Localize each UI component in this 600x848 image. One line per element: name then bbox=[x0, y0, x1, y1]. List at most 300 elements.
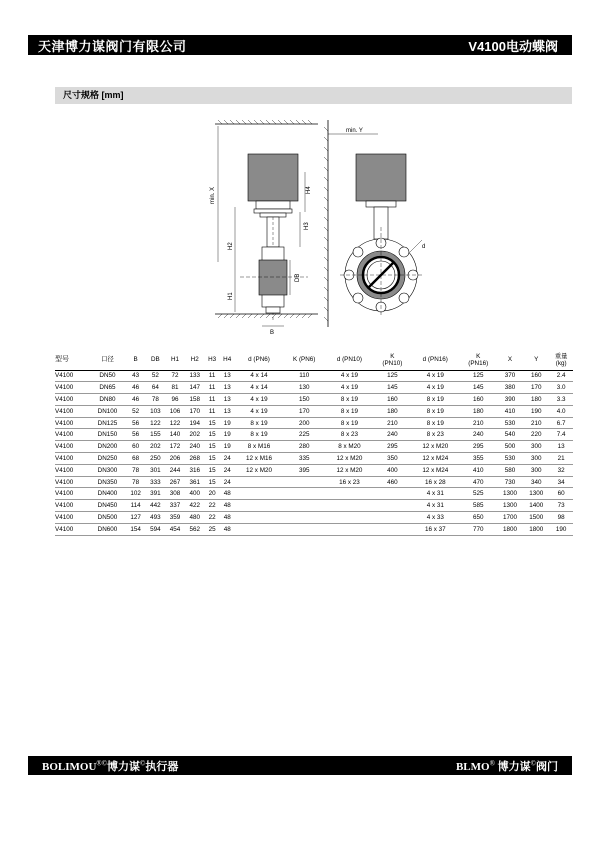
table-body bbox=[55, 370, 573, 535]
table-cell: 19 bbox=[220, 429, 235, 441]
label-h1: H1 bbox=[228, 292, 234, 300]
table-cell: 580 bbox=[497, 464, 523, 476]
table-cell: 4.0 bbox=[549, 405, 573, 417]
table-cell: 442 bbox=[146, 500, 166, 512]
label-b: B bbox=[270, 330, 275, 336]
table-cell: 11 bbox=[205, 394, 220, 406]
column-header: H4 bbox=[223, 356, 232, 364]
table-cell: 34 bbox=[549, 476, 573, 488]
table-cell: 202 bbox=[185, 429, 205, 441]
table-cell: 1300 bbox=[497, 500, 523, 512]
table-cell: 770 bbox=[460, 523, 497, 535]
table-cell: V4100 bbox=[55, 464, 89, 476]
table-cell: 147 bbox=[185, 382, 205, 394]
table-cell: 280 bbox=[283, 441, 325, 453]
table-cell: 8 x 19 bbox=[235, 417, 284, 429]
table-cell: 52 bbox=[146, 370, 166, 382]
table-cell: 114 bbox=[126, 500, 146, 512]
table-cell: 25 bbox=[205, 523, 220, 535]
column-header: K (PN10) bbox=[382, 352, 403, 367]
table-row bbox=[55, 476, 573, 488]
table-cell: 12 x M24 bbox=[411, 453, 460, 465]
table-cell: 145 bbox=[374, 382, 411, 394]
table-cell: 102 bbox=[126, 488, 146, 500]
footer-left bbox=[42, 758, 178, 774]
table-cell: 21 bbox=[549, 453, 573, 465]
table-cell: 4 x 14 bbox=[235, 370, 284, 382]
table-cell: 22 bbox=[205, 512, 220, 524]
table-cell: 13 bbox=[220, 370, 235, 382]
table-cell: 370 bbox=[497, 370, 523, 382]
table-cell: 24 bbox=[220, 476, 235, 488]
table-cell: 11 bbox=[205, 405, 220, 417]
table-cell: 122 bbox=[165, 417, 185, 429]
table-cell: 48 bbox=[220, 512, 235, 524]
table-cell bbox=[235, 512, 284, 524]
table-cell: 7.4 bbox=[549, 429, 573, 441]
table-cell: 12 x M24 bbox=[411, 464, 460, 476]
table-cell: 1800 bbox=[497, 523, 523, 535]
table-cell: 24 bbox=[220, 453, 235, 465]
table-cell bbox=[374, 523, 411, 535]
table-row bbox=[55, 370, 573, 382]
table-cell: DN300 bbox=[89, 464, 126, 476]
table-cell: 48 bbox=[220, 500, 235, 512]
table-cell: 73 bbox=[549, 500, 573, 512]
table-cell: 170 bbox=[523, 382, 549, 394]
company-name: 天津博力谋阀门有限公司 bbox=[38, 38, 187, 54]
table-cell: 46 bbox=[126, 382, 146, 394]
table-cell: 78 bbox=[126, 464, 146, 476]
column-header: H1 bbox=[171, 356, 180, 364]
table-cell: 380 bbox=[497, 382, 523, 394]
table-cell: 4 x 19 bbox=[325, 370, 374, 382]
table-cell bbox=[283, 523, 325, 535]
table-cell: 308 bbox=[165, 488, 185, 500]
table-cell: 267 bbox=[165, 476, 185, 488]
table-cell: 562 bbox=[185, 523, 205, 535]
table-cell: 60 bbox=[549, 488, 573, 500]
table-cell: 4 x 14 bbox=[235, 382, 284, 394]
table-cell: 355 bbox=[460, 453, 497, 465]
column-header: d (PN16) bbox=[422, 356, 448, 364]
table-cell: 4 x 19 bbox=[325, 382, 374, 394]
table-cell: 391 bbox=[146, 488, 166, 500]
table-cell: DN65 bbox=[89, 382, 126, 394]
table-cell: 22 bbox=[205, 500, 220, 512]
table-cell bbox=[325, 488, 374, 500]
label-h2: H2 bbox=[228, 242, 234, 250]
table-cell: DN250 bbox=[89, 453, 126, 465]
table-cell: 8 x 19 bbox=[235, 429, 284, 441]
table-cell: 1700 bbox=[497, 512, 523, 524]
table-cell: 206 bbox=[165, 453, 185, 465]
table-cell: 359 bbox=[165, 512, 185, 524]
table-cell: DN80 bbox=[89, 394, 126, 406]
table-row bbox=[55, 464, 573, 476]
table-cell: V4100 bbox=[55, 500, 89, 512]
table-cell: 1400 bbox=[523, 500, 549, 512]
table-cell: 4 x 19 bbox=[411, 382, 460, 394]
table-cell: 480 bbox=[185, 512, 205, 524]
table-row bbox=[55, 417, 573, 429]
table-cell: 1300 bbox=[497, 488, 523, 500]
table-cell: 15 bbox=[205, 417, 220, 429]
table-row bbox=[55, 405, 573, 417]
table-cell: 110 bbox=[283, 370, 325, 382]
product-title: V4100电动蝶阀 bbox=[468, 38, 558, 54]
table-cell: 32 bbox=[549, 464, 573, 476]
table-cell: 12 x M20 bbox=[325, 464, 374, 476]
footer-right-name: 博力谋 bbox=[497, 760, 531, 773]
column-header: 重量 (kg) bbox=[554, 352, 568, 367]
table-cell: DN600 bbox=[89, 523, 126, 535]
table-cell: 125 bbox=[460, 370, 497, 382]
table-cell: 361 bbox=[185, 476, 205, 488]
table-cell: DN50 bbox=[89, 370, 126, 382]
table-cell: 8 x M20 bbox=[325, 441, 374, 453]
table-cell: 133 bbox=[185, 370, 205, 382]
table-cell: 15 bbox=[205, 453, 220, 465]
table-cell: 1300 bbox=[523, 488, 549, 500]
table-cell: 650 bbox=[460, 512, 497, 524]
table-cell: 56 bbox=[126, 417, 146, 429]
table-cell: 540 bbox=[497, 429, 523, 441]
table-cell: 585 bbox=[460, 500, 497, 512]
table-cell: 11 bbox=[205, 382, 220, 394]
table-cell bbox=[235, 476, 284, 488]
table-cell: DN500 bbox=[89, 512, 126, 524]
column-header: H2 bbox=[190, 356, 199, 364]
table-cell: 180 bbox=[523, 394, 549, 406]
table-cell: 295 bbox=[374, 441, 411, 453]
table-cell: 122 bbox=[146, 417, 166, 429]
table-cell: 240 bbox=[460, 429, 497, 441]
table-cell: V4100 bbox=[55, 453, 89, 465]
table-cell: 4 x 19 bbox=[235, 394, 284, 406]
table-cell: 48 bbox=[220, 523, 235, 535]
table-cell: 454 bbox=[165, 523, 185, 535]
table-cell: 300 bbox=[523, 453, 549, 465]
table-cell: V4100 bbox=[55, 370, 89, 382]
label-min-y: min. Y bbox=[346, 128, 363, 134]
table-cell: 240 bbox=[185, 441, 205, 453]
section-title: 尺寸规格 [mm] bbox=[55, 87, 572, 104]
table-row bbox=[55, 382, 573, 394]
table-cell: 8 x 23 bbox=[325, 429, 374, 441]
column-header: H3 bbox=[208, 356, 217, 364]
footer-right-suffix: 阀门 bbox=[536, 760, 558, 773]
table-cell bbox=[374, 488, 411, 500]
table-cell: 530 bbox=[497, 417, 523, 429]
table-cell: 410 bbox=[497, 405, 523, 417]
footer-left-brand: BOLIMOU bbox=[42, 760, 97, 773]
table-cell: 202 bbox=[146, 441, 166, 453]
table-cell: 594 bbox=[146, 523, 166, 535]
table-row bbox=[55, 488, 573, 500]
dimension-drawing bbox=[200, 112, 440, 342]
table-cell: V4100 bbox=[55, 382, 89, 394]
table-cell: 210 bbox=[460, 417, 497, 429]
table-cell: 4 x 19 bbox=[235, 405, 284, 417]
table-cell bbox=[283, 512, 325, 524]
table-row bbox=[55, 500, 573, 512]
table-cell: 390 bbox=[497, 394, 523, 406]
table-cell: 15 bbox=[205, 441, 220, 453]
table-cell: 20 bbox=[205, 488, 220, 500]
table-cell bbox=[283, 500, 325, 512]
footer-right-mark2: © bbox=[530, 758, 536, 767]
column-header: DB bbox=[150, 356, 160, 364]
table-cell: 8 x 19 bbox=[325, 417, 374, 429]
footer-right-brand: BLMO bbox=[455, 760, 490, 773]
table-cell bbox=[325, 523, 374, 535]
column-header: X bbox=[507, 356, 513, 364]
table-cell: 400 bbox=[374, 464, 411, 476]
table-cell: 16 x 37 bbox=[411, 523, 460, 535]
table-cell: 158 bbox=[185, 394, 205, 406]
table-cell: 145 bbox=[460, 382, 497, 394]
table-cell: 240 bbox=[374, 429, 411, 441]
table-cell: 81 bbox=[165, 382, 185, 394]
table-cell: 43 bbox=[126, 370, 146, 382]
footer-bar bbox=[28, 756, 572, 775]
table-cell: 8 x 23 bbox=[411, 429, 460, 441]
table-cell: 301 bbox=[146, 464, 166, 476]
table-cell: 13 bbox=[220, 382, 235, 394]
footer-left-mark2: © bbox=[140, 758, 146, 767]
table-cell: 160 bbox=[374, 394, 411, 406]
table-cell: DN125 bbox=[89, 417, 126, 429]
table-cell: 194 bbox=[185, 417, 205, 429]
table-cell: V4100 bbox=[55, 523, 89, 535]
table-row bbox=[55, 429, 573, 441]
table-cell: 350 bbox=[374, 453, 411, 465]
table-cell bbox=[325, 500, 374, 512]
table-cell: 154 bbox=[126, 523, 146, 535]
column-header: Y bbox=[534, 356, 539, 364]
table-cell: 337 bbox=[165, 500, 185, 512]
table-cell: 190 bbox=[523, 405, 549, 417]
table-cell: V4100 bbox=[55, 441, 89, 453]
table-cell: 190 bbox=[549, 523, 573, 535]
table-cell: 2.4 bbox=[549, 370, 573, 382]
table-cell: 295 bbox=[460, 441, 497, 453]
table-cell: 13 bbox=[220, 405, 235, 417]
table-cell: 210 bbox=[523, 417, 549, 429]
table-cell: V4100 bbox=[55, 512, 89, 524]
table-cell: 130 bbox=[283, 382, 325, 394]
table-cell: 140 bbox=[165, 429, 185, 441]
table-cell: 16 x 23 bbox=[325, 476, 374, 488]
table-cell bbox=[235, 500, 284, 512]
table-cell: 150 bbox=[283, 394, 325, 406]
table-cell: 300 bbox=[523, 464, 549, 476]
table-cell: 8 x 19 bbox=[325, 405, 374, 417]
footer-left-name: 博力谋 bbox=[107, 760, 141, 773]
table-cell: 340 bbox=[523, 476, 549, 488]
table-cell: 8 x M16 bbox=[235, 441, 284, 453]
table-cell: V4100 bbox=[55, 429, 89, 441]
table-cell: 268 bbox=[185, 453, 205, 465]
table-cell: 12 x M20 bbox=[411, 441, 460, 453]
table-cell: 170 bbox=[283, 405, 325, 417]
table-cell: 13 bbox=[220, 394, 235, 406]
table-row bbox=[55, 441, 573, 453]
column-header: K (PN16) bbox=[468, 352, 489, 367]
table-cell: 3.0 bbox=[549, 382, 573, 394]
table-cell: 64 bbox=[146, 382, 166, 394]
table-cell: DN150 bbox=[89, 429, 126, 441]
column-header: 型号 bbox=[55, 356, 69, 364]
table-cell: 8 x 19 bbox=[411, 394, 460, 406]
table-cell: DN400 bbox=[89, 488, 126, 500]
table-cell: 4 x 31 bbox=[411, 488, 460, 500]
table-cell: 470 bbox=[460, 476, 497, 488]
table-cell: 180 bbox=[460, 405, 497, 417]
table-cell: 78 bbox=[126, 476, 146, 488]
label-h3: H3 bbox=[304, 222, 310, 230]
table-cell: 170 bbox=[185, 405, 205, 417]
table-header-row bbox=[55, 350, 573, 370]
table-cell: 8 x 19 bbox=[325, 394, 374, 406]
table-cell: 8 x 19 bbox=[411, 417, 460, 429]
table-cell: 316 bbox=[185, 464, 205, 476]
table-cell: 78 bbox=[146, 394, 166, 406]
table-cell: 8 x 19 bbox=[411, 405, 460, 417]
table-cell bbox=[235, 523, 284, 535]
table-cell: 225 bbox=[283, 429, 325, 441]
table-cell: DN100 bbox=[89, 405, 126, 417]
table-cell: 52 bbox=[126, 405, 146, 417]
table-cell: 24 bbox=[220, 464, 235, 476]
table-cell: V4100 bbox=[55, 405, 89, 417]
table-row bbox=[55, 394, 573, 406]
front-view bbox=[324, 120, 422, 327]
table-cell bbox=[374, 512, 411, 524]
label-d: d bbox=[422, 244, 426, 250]
table-cell: 3.3 bbox=[549, 394, 573, 406]
label-min-x: min. X bbox=[210, 186, 216, 204]
table-cell bbox=[283, 476, 325, 488]
table-cell: V4100 bbox=[55, 417, 89, 429]
table-cell: 395 bbox=[283, 464, 325, 476]
table-cell: 96 bbox=[165, 394, 185, 406]
table-cell: 730 bbox=[497, 476, 523, 488]
table-cell: 172 bbox=[165, 441, 185, 453]
table-cell: 12 x M16 bbox=[235, 453, 284, 465]
column-header: d (PN10) bbox=[336, 356, 363, 364]
table-cell: 103 bbox=[146, 405, 166, 417]
table-cell: 127 bbox=[126, 512, 146, 524]
table-cell: 60 bbox=[126, 441, 146, 453]
table-cell: V4100 bbox=[55, 476, 89, 488]
footer-right-mark: ® bbox=[489, 758, 495, 767]
dimension-table bbox=[55, 350, 573, 536]
table-cell: 160 bbox=[523, 370, 549, 382]
header-bar bbox=[28, 35, 572, 55]
table-cell bbox=[374, 500, 411, 512]
table-cell bbox=[283, 488, 325, 500]
column-header: 口径 bbox=[101, 356, 114, 364]
table-cell: 155 bbox=[146, 429, 166, 441]
table-cell: 335 bbox=[283, 453, 325, 465]
table-cell: DN350 bbox=[89, 476, 126, 488]
table-cell: 493 bbox=[146, 512, 166, 524]
table-cell: 16 x 28 bbox=[411, 476, 460, 488]
table-cell: 13 bbox=[549, 441, 573, 453]
table-cell: DN200 bbox=[89, 441, 126, 453]
table-cell: 46 bbox=[126, 394, 146, 406]
table-cell: 6.7 bbox=[549, 417, 573, 429]
table-cell: 72 bbox=[165, 370, 185, 382]
table-cell: 4 x 31 bbox=[411, 500, 460, 512]
table-cell: 400 bbox=[185, 488, 205, 500]
table-cell: 300 bbox=[523, 441, 549, 453]
table-cell bbox=[235, 488, 284, 500]
table-cell: 525 bbox=[460, 488, 497, 500]
table-cell: 244 bbox=[165, 464, 185, 476]
table-cell: 15 bbox=[205, 429, 220, 441]
column-header: K (PN6) bbox=[293, 356, 316, 364]
table-cell: 12 x M20 bbox=[235, 464, 284, 476]
table-cell bbox=[325, 512, 374, 524]
table-cell: 250 bbox=[146, 453, 166, 465]
table-cell: V4100 bbox=[55, 488, 89, 500]
table-cell: 4 x 19 bbox=[411, 370, 460, 382]
table-cell: 410 bbox=[460, 464, 497, 476]
table-cell: 4 x 33 bbox=[411, 512, 460, 524]
table-cell: 68 bbox=[126, 453, 146, 465]
table-cell: 15 bbox=[205, 464, 220, 476]
table-row bbox=[55, 512, 573, 524]
label-db: DB bbox=[295, 273, 301, 282]
table-cell: DN450 bbox=[89, 500, 126, 512]
column-header: B bbox=[133, 356, 138, 364]
label-h4: H4 bbox=[306, 186, 312, 194]
table-cell: 160 bbox=[460, 394, 497, 406]
table-cell: 48 bbox=[220, 488, 235, 500]
table-cell: 98 bbox=[549, 512, 573, 524]
table-cell: 15 bbox=[205, 476, 220, 488]
table-cell: 530 bbox=[497, 453, 523, 465]
table-cell: 220 bbox=[523, 429, 549, 441]
table-cell: 460 bbox=[374, 476, 411, 488]
table-cell: 422 bbox=[185, 500, 205, 512]
table-row bbox=[55, 523, 573, 535]
footer-left-marks: ®© bbox=[96, 758, 108, 767]
column-header: d (PN6) bbox=[248, 356, 270, 364]
table-row bbox=[55, 453, 573, 465]
table-cell: 180 bbox=[374, 405, 411, 417]
table-cell: 56 bbox=[126, 429, 146, 441]
table-cell: 210 bbox=[374, 417, 411, 429]
table-cell: 19 bbox=[220, 441, 235, 453]
footer-left-suffix: 执行器 bbox=[145, 760, 179, 773]
table-cell: 500 bbox=[497, 441, 523, 453]
table-cell: 125 bbox=[374, 370, 411, 382]
footer-right bbox=[456, 758, 558, 774]
table-cell: 19 bbox=[220, 417, 235, 429]
table-cell: 106 bbox=[165, 405, 185, 417]
table-cell: 11 bbox=[205, 370, 220, 382]
table-cell: 1800 bbox=[523, 523, 549, 535]
table-cell: 333 bbox=[146, 476, 166, 488]
table-cell: 1500 bbox=[523, 512, 549, 524]
table-cell: 12 x M20 bbox=[325, 453, 374, 465]
table-cell: 200 bbox=[283, 417, 325, 429]
table-cell: V4100 bbox=[55, 394, 89, 406]
